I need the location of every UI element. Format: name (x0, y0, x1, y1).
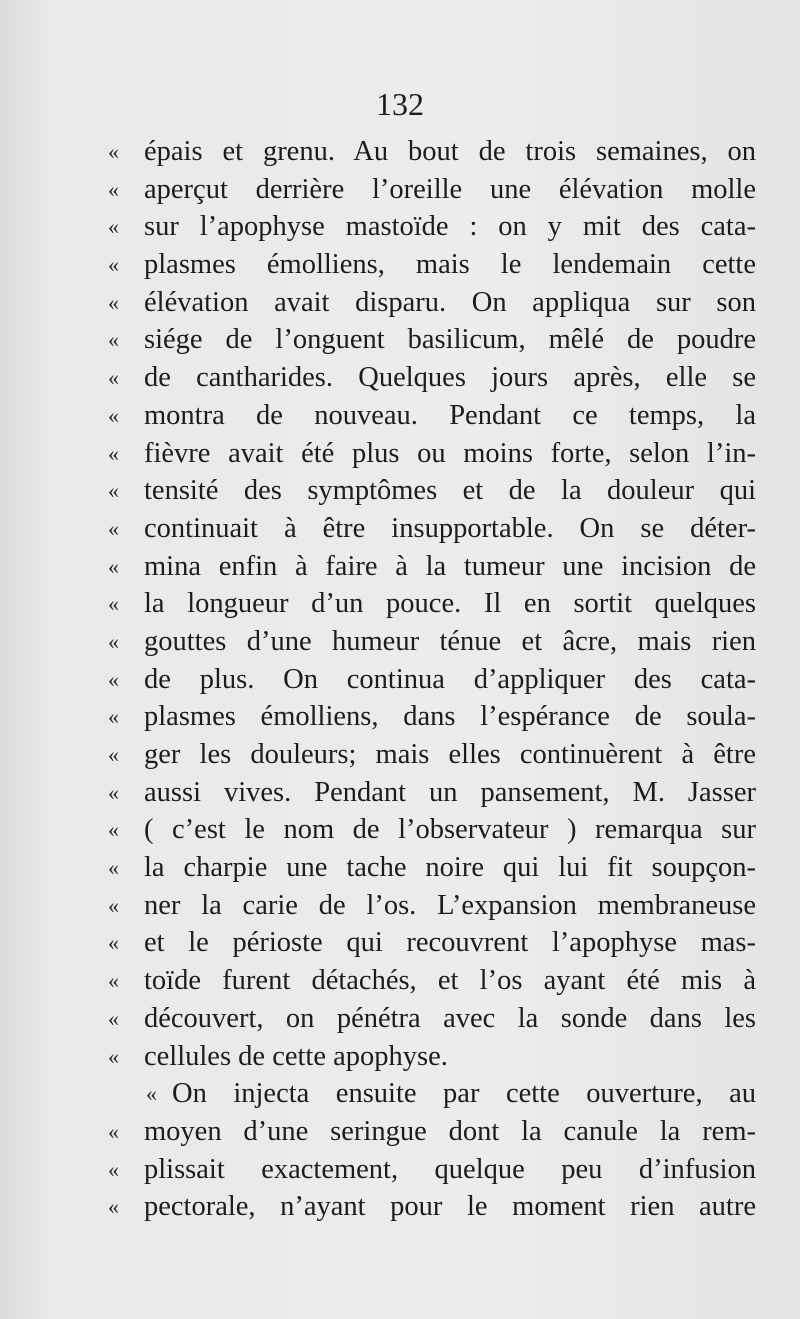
quote-mark: « (108, 252, 119, 278)
text-line (108, 284, 756, 322)
text-line (108, 208, 756, 246)
quote-mark: « (108, 1194, 119, 1220)
text-line (108, 510, 756, 548)
line-text: tensité des symptômes et de la douleur qui (144, 475, 756, 507)
line-text: On injecta ensuite par cette ouverture, au (172, 1078, 756, 1110)
text-line (108, 623, 756, 661)
line-text: ger les douleurs; mais elles continuèrent à être (144, 739, 756, 770)
text-line (108, 698, 756, 736)
text-line (108, 1113, 756, 1151)
line-text: ( c’est le nom de l’observateur ) remarqua sur (144, 814, 756, 846)
quote-mark: « (108, 478, 119, 504)
line-text: pectorale, n’ayant pour le moment rien autre (144, 1191, 756, 1223)
quote-mark: « (108, 779, 119, 805)
line-text: aperçut derrière l’oreille une élévation molle (144, 173, 756, 205)
quote-mark: « (108, 968, 119, 994)
text-line (108, 849, 756, 887)
line-text: fièvre avait été plus ou moins forte, selon l’in- (144, 437, 756, 469)
text-line (108, 359, 756, 397)
text-line (108, 435, 756, 473)
line-text: et le périoste qui recouvrent l’apophyse mas- (144, 927, 756, 959)
line-text: plasmes émolliens, mais le lendemain cette (144, 249, 756, 281)
line-text: plasmes émolliens, dans l’espérance de soula- (144, 701, 756, 733)
quote-mark: « (108, 628, 119, 654)
quote-mark: « (108, 553, 119, 579)
line-text: siége de l’onguent basilicum, mêlé de poudre (144, 324, 756, 356)
text-line (108, 962, 756, 1000)
text-line (108, 397, 756, 435)
quote-mark: « (108, 214, 119, 240)
quote-mark: « (108, 742, 119, 767)
quote-mark: « (108, 591, 119, 617)
text-line (108, 1038, 756, 1076)
quote-mark: « (108, 289, 119, 315)
line-text: de plus. On continua d’appliquer des cata- (144, 663, 756, 695)
line-text: cellules de cette apophyse. (144, 1040, 448, 1072)
text-line (108, 924, 756, 962)
quote-mark: « (108, 930, 119, 956)
text-line (108, 133, 756, 171)
page-number: 132 (376, 86, 424, 122)
quote-mark: « (108, 1043, 119, 1069)
text-line (108, 1000, 756, 1038)
line-text: la longueur d’un pouce. Il en sortit quelques (144, 588, 756, 620)
text-line (108, 1151, 756, 1189)
line-text: sur l’apophyse mastoïde : on y mit des cata- (144, 211, 756, 243)
line-text: toïde furent détachés, et l’os ayant été mis à (144, 965, 756, 997)
text-line (108, 774, 756, 812)
line-text: gouttes d’une humeur ténue et âcre, mais rien (144, 625, 756, 657)
quote-mark: « (108, 327, 119, 353)
line-text: la charpie une tache noire qui lui fit soupçon- (144, 852, 756, 884)
quote-mark: « (108, 855, 119, 881)
text-line (108, 811, 756, 849)
text-line (108, 548, 756, 586)
quote-mark: « (108, 515, 119, 541)
text-line (108, 321, 756, 359)
text-line (108, 1075, 756, 1113)
text-line (108, 171, 756, 209)
text-line (108, 585, 756, 623)
quote-mark: « (108, 1156, 119, 1182)
quote-mark: « (108, 666, 119, 692)
text-line (108, 472, 756, 510)
line-text: aussi vives. Pendant un pansement, M. Jasser (144, 776, 756, 808)
quote-mark: « (108, 440, 119, 466)
line-text: montra de nouveau. Pendant ce temps, la (144, 399, 756, 431)
quote-mark: « (108, 365, 119, 391)
line-text: moyen d’une seringue dont la canule la rem- (144, 1115, 756, 1147)
line-text: de cantharides. Quelques jours après, elle se (144, 362, 756, 394)
quote-mark: « (108, 892, 119, 918)
text-line (108, 246, 756, 284)
quote-mark: « (108, 139, 119, 164)
quote-mark: « (108, 1005, 119, 1031)
line-text: élévation avait disparu. On appliqua sur son (144, 286, 756, 318)
page-text (108, 133, 756, 1226)
text-line (108, 736, 756, 774)
quote-mark: « (108, 402, 119, 428)
quote-mark: « (108, 817, 119, 843)
line-text: continuait à être insupportable. On se déter- (144, 512, 756, 544)
line-text: ner la carie de l’os. L’expansion membraneuse (144, 889, 756, 921)
line-text: plissait exactement, quelque peu d’infusion (144, 1153, 756, 1185)
line-text: découvert, on pénétra avec la sonde dans les (144, 1002, 756, 1034)
line-text: épais et grenu. Au bout de trois semaines, on (144, 136, 756, 167)
quote-mark: « (146, 1081, 157, 1107)
quote-mark: « (108, 176, 119, 202)
quote-mark: « (108, 704, 119, 730)
text-line (108, 1188, 756, 1226)
quote-mark: « (108, 1118, 119, 1144)
text-line (108, 887, 756, 925)
line-text: mina enfin à faire à la tumeur une incision de (144, 550, 756, 582)
text-line (108, 661, 756, 699)
